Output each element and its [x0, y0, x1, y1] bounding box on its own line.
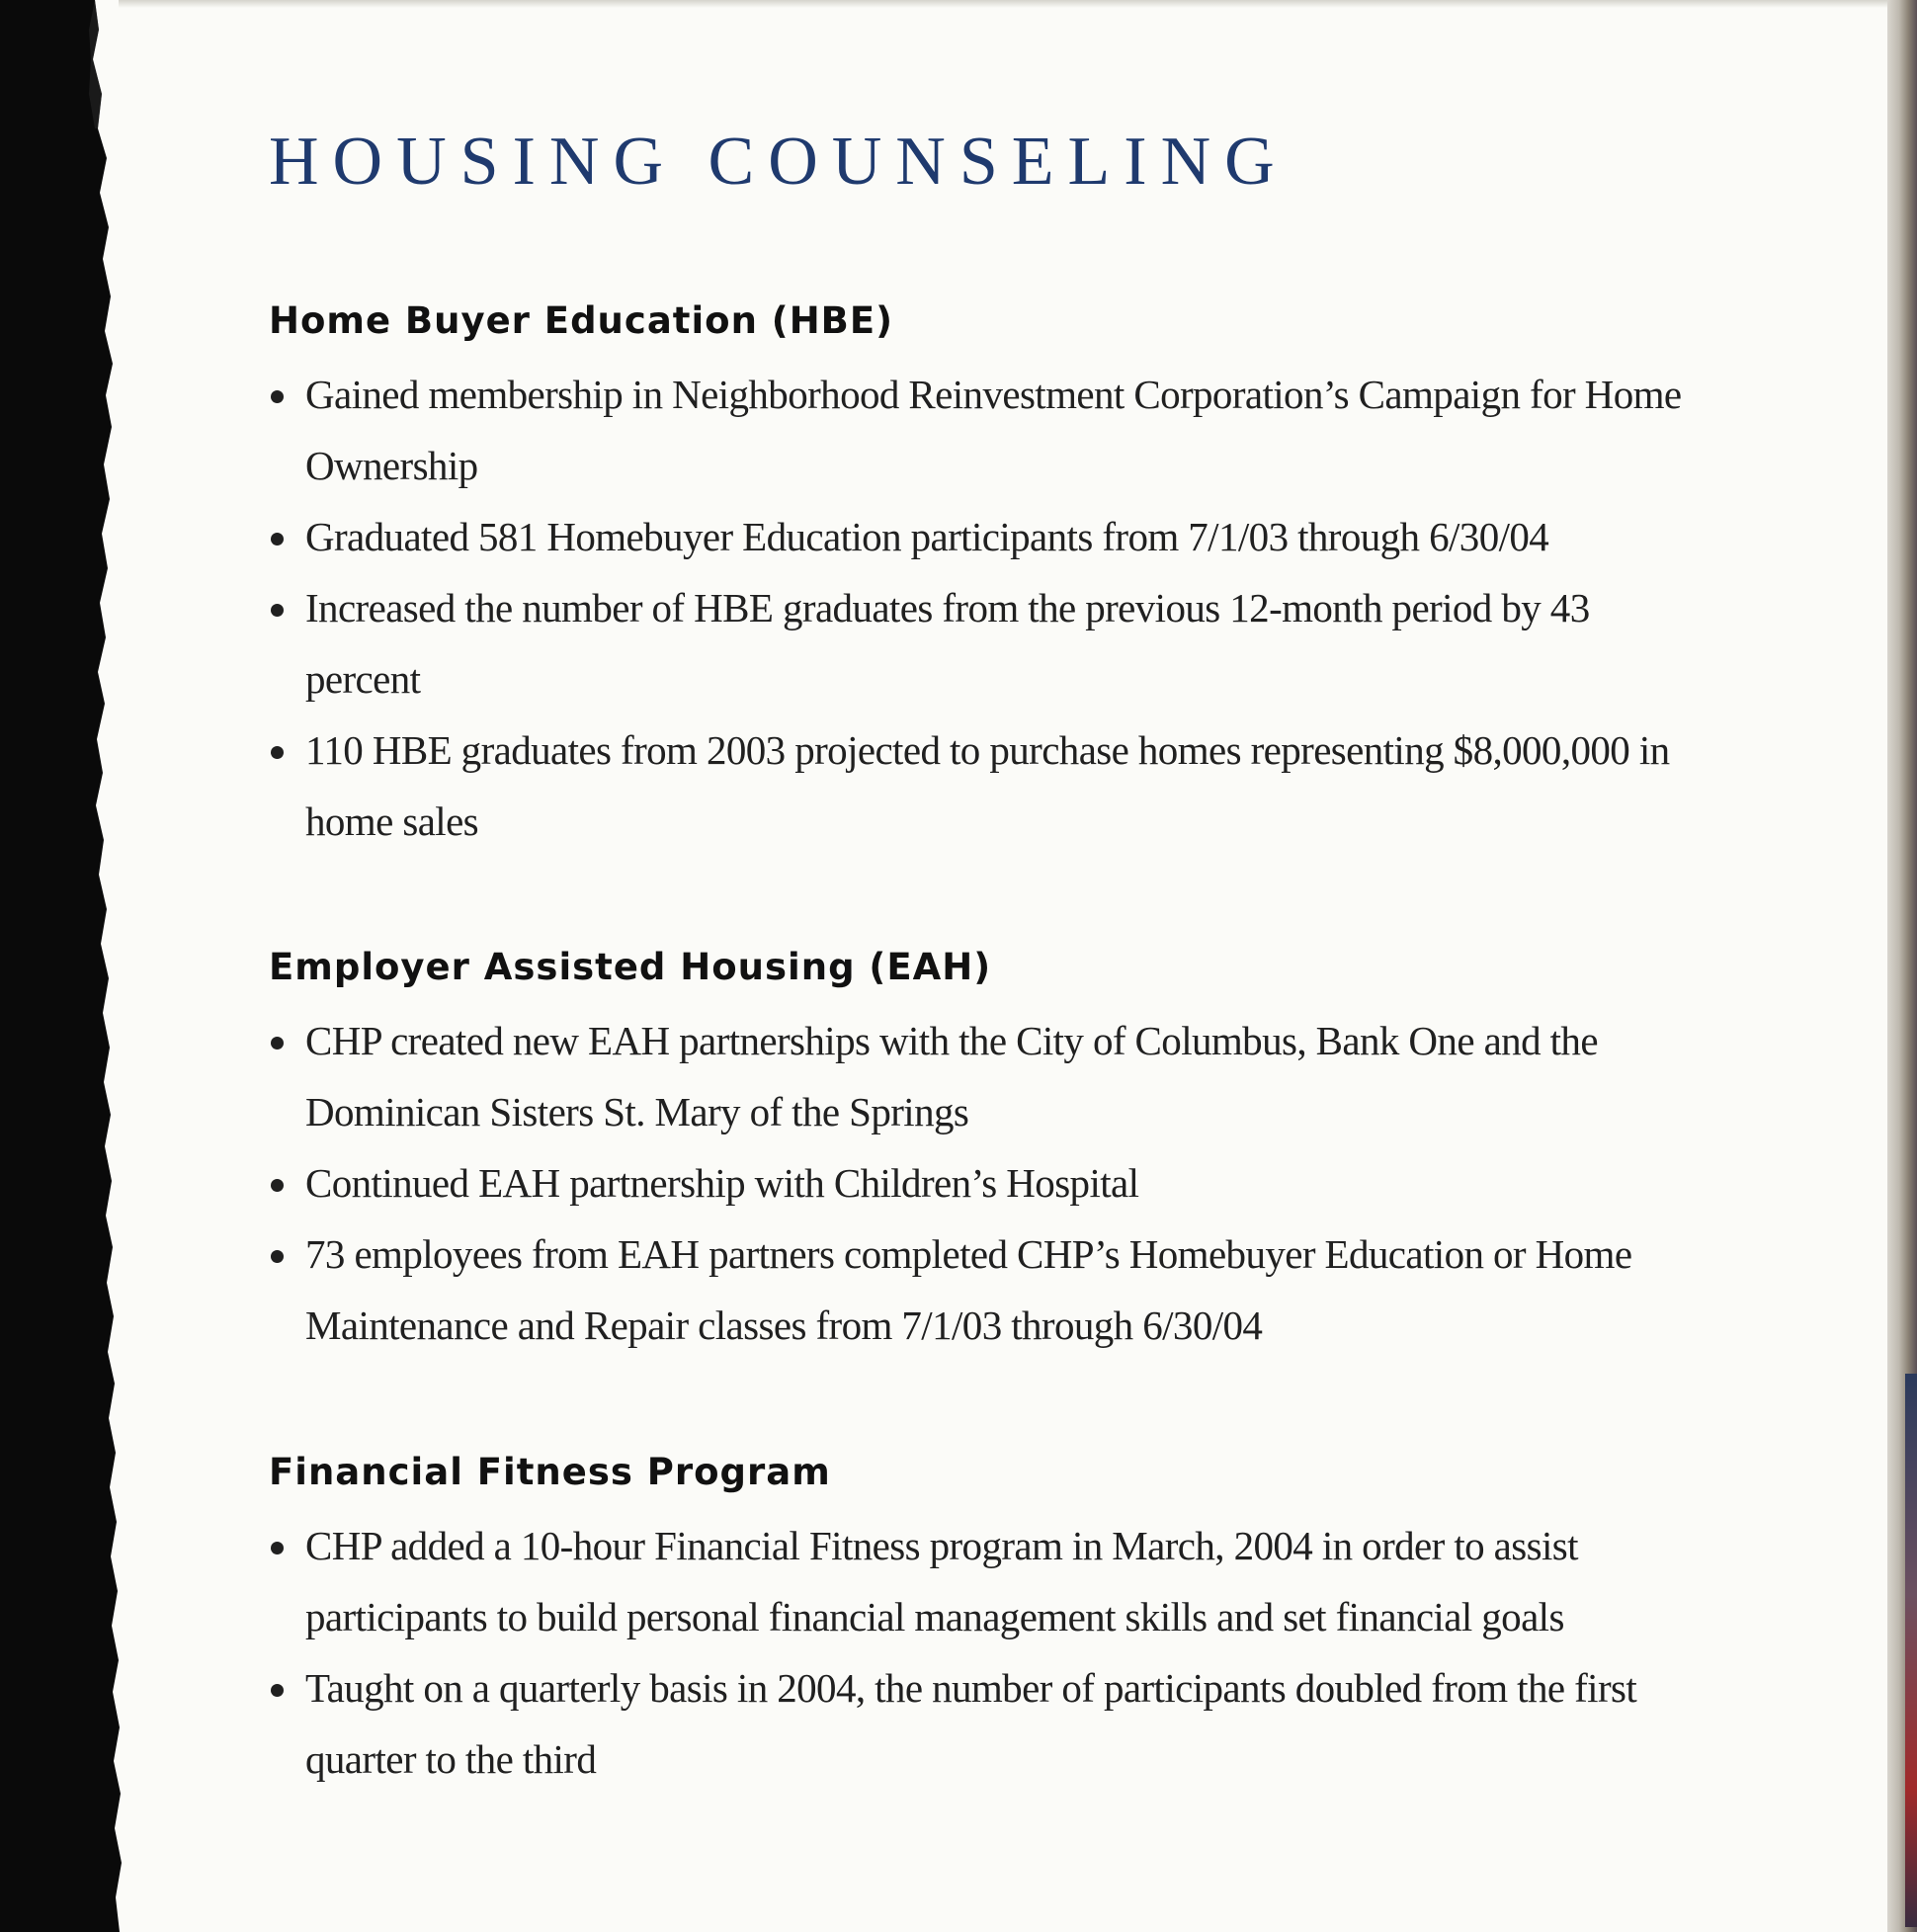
bullet-text: CHP added a 10-hour Financial Fitness program in March, 2004 in order to assist participants to build personal financial management skills and set financial goals [305, 1523, 1578, 1639]
bullet-icon [271, 1542, 284, 1554]
bullet-text: Continued EAH partnership with Children’s Hospital [305, 1160, 1139, 1206]
list-item [269, 1218, 1711, 1361]
list-item [269, 714, 1711, 857]
bullet-icon [271, 746, 284, 759]
list-item [269, 1147, 1711, 1218]
section-heading-eah: Employer Assisted Housing (EAH) [269, 946, 992, 988]
bullet-icon [271, 604, 284, 617]
bullet-icon [271, 390, 284, 403]
bullet-text: 110 HBE graduates from 2003 projected to purchase homes representing $8,000,000 in home sales [305, 727, 1670, 844]
list-item [269, 359, 1711, 501]
section-heading-financial-fitness: Financial Fitness Program [269, 1451, 831, 1493]
bullet-icon [271, 1037, 284, 1050]
bullet-text: CHP created new EAH partnerships with the City of Columbus, Bank One and the Dominican Sisters St. Mary of the Springs [305, 1018, 1598, 1134]
bullet-text: 73 employees from EAH partners completed CHP’s Homebuyer Education or Home Maintenance and Repair classes from 7/1/03 through 6/30/04 [305, 1231, 1632, 1348]
bullet-text: Increased the number of HBE graduates from the previous 12-month period by 43 percent [305, 585, 1590, 702]
bullet-text: Graduated 581 Homebuyer Education participants from 7/1/03 through 6/30/04 [305, 514, 1549, 559]
page-title: HOUSING COUNSELING [269, 124, 1289, 200]
financial-fitness-bullet-list [269, 1510, 1711, 1795]
list-item [269, 501, 1711, 572]
list-item [269, 1510, 1711, 1652]
list-item [269, 1652, 1711, 1795]
hbe-bullet-list [269, 359, 1711, 857]
bullet-text: Gained membership in Neighborhood Reinvestment Corporation’s Campaign for Home Ownership [305, 372, 1682, 488]
torn-black-edge [0, 0, 133, 1932]
bullet-icon [271, 1684, 284, 1697]
bullet-icon [271, 533, 284, 546]
bullet-icon [271, 1250, 284, 1263]
page-top-shadow [119, 0, 1887, 8]
next-page-edge [1905, 1374, 1917, 1927]
eah-bullet-list [269, 1005, 1711, 1361]
section-heading-hbe: Home Buyer Education (HBE) [269, 299, 894, 342]
list-item [269, 572, 1711, 714]
bullet-icon [271, 1179, 284, 1192]
list-item [269, 1005, 1711, 1147]
bullet-text: Taught on a quarterly basis in 2004, the number of participants doubled from the first quarter to the third [305, 1665, 1637, 1782]
